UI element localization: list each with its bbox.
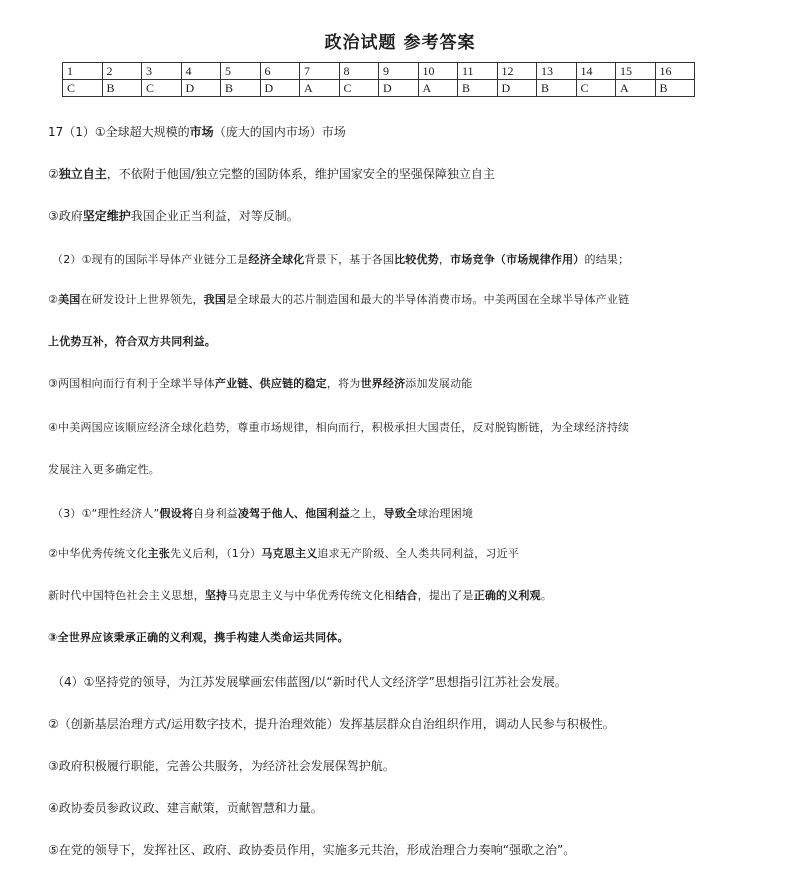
- answer-keyword: 主张: [147, 547, 171, 560]
- question-number-cell: 13: [537, 63, 577, 80]
- answer-text: 背景下，基于各国: [304, 253, 395, 266]
- answer-text: 之上，: [349, 507, 384, 520]
- question-number-cell: 12: [497, 63, 537, 80]
- question-number-cell: 10: [418, 63, 458, 80]
- answer-line: [48, 588, 552, 604]
- answer-text: ，提出了是: [417, 589, 474, 602]
- answer-cell: A: [418, 80, 458, 97]
- answer-text: ③政府: [48, 209, 83, 223]
- answer-keyword: 产业链、供应链的稳定: [214, 377, 327, 390]
- answer-text: 在研发设计上世界领先，: [80, 293, 204, 306]
- answer-keyword: 比较优势: [394, 253, 439, 266]
- answer-line: [48, 292, 629, 308]
- answer-text: 自身利益: [193, 507, 238, 520]
- question-number-cell: 6: [260, 63, 300, 80]
- answer-line: [48, 630, 349, 646]
- answer-line: [48, 420, 629, 436]
- answer-keyword: 世界经济: [360, 377, 406, 390]
- answer-text: ②: [48, 293, 59, 306]
- question-number-cell: 11: [458, 63, 498, 80]
- answer-keyword: 结合: [395, 589, 418, 602]
- answer-cell: B: [537, 80, 577, 97]
- answer-text: ，: [438, 253, 451, 266]
- answer-text: ②中华优秀传统文化: [48, 547, 148, 560]
- answer-line: [48, 208, 299, 224]
- answer-keyword: 市场竞争（市场规律作用）: [450, 253, 585, 266]
- question-number-cell: 9: [379, 63, 419, 80]
- answer-line: [48, 124, 346, 140]
- answer-text: 我国企业正当利益，对等反制。: [130, 209, 299, 223]
- answer-text: ⑤在党的领导下，发挥社区、政府、政协委员作用，实施多元共治，形成治理合力奏响“强歌之治”。: [48, 843, 576, 857]
- answer-line: [48, 800, 323, 816]
- answer-cell: C: [576, 80, 616, 97]
- question-number-cell: 7: [300, 63, 340, 80]
- question-number-cell: 8: [339, 63, 379, 80]
- answer-text: ，不依附于他国/独立完整的国防体系，维护国家安全的坚强保障独立自主: [106, 167, 495, 181]
- question-number-cell: 16: [655, 63, 695, 80]
- answer-keyword: 坚定维护: [82, 209, 131, 223]
- answer-keyword: 经济全球化: [248, 253, 305, 266]
- answer-text: ④中美两国应该顺应经济全球化趋势，尊重市场规律，相向而行，积极承担大国责任，反对脱钩断链，为全球经济持续: [48, 421, 630, 434]
- answer-table-number-row: [63, 63, 695, 80]
- question-number-cell: 14: [576, 63, 616, 80]
- answer-cell: B: [221, 80, 261, 97]
- answer-line: [48, 462, 160, 478]
- answer-text: 追求无产阶级、全人类共同利益，习近平: [317, 547, 519, 560]
- question-number-cell: 2: [102, 63, 142, 80]
- answer-cell: C: [339, 80, 379, 97]
- answer-text: 发展注入更多确定性。: [48, 463, 160, 476]
- answer-text: ③两国相向而行有利于全球半导体: [48, 377, 215, 390]
- question-number-cell: 1: [63, 63, 103, 80]
- answer-text: 的结果；: [584, 253, 630, 266]
- answer-keyword: 假设将: [159, 507, 194, 520]
- answer-text: （庞大的国内市场）市场: [213, 125, 346, 139]
- answer-text: （4）①坚持党的领导，为江苏发展擘画宏伟蓝图/以“新时代人文经济学”思想指引江苏社会发展。: [52, 675, 567, 689]
- answer-text: ，将为: [326, 377, 361, 390]
- answer-cell: B: [458, 80, 498, 97]
- question-number-cell: 4: [181, 63, 221, 80]
- answer-cell: A: [616, 80, 656, 97]
- answer-text: 是全球最大的芯片制造国和最大的半导体消费市场。中美两国在全球半导体产业链: [226, 293, 630, 306]
- question-number-cell: 15: [616, 63, 656, 80]
- answer-cell: B: [655, 80, 695, 97]
- answer-text: 17（1）①全球超大规模的: [48, 125, 190, 139]
- answer-text: 。: [540, 589, 553, 602]
- answer-keyword: 导致全: [383, 507, 418, 520]
- answer-cell: B: [102, 80, 142, 97]
- answer-cell: A: [300, 80, 340, 97]
- answer-text: 先义后利，（1分）: [170, 547, 262, 560]
- answer-keyword: 独立自主: [58, 167, 107, 181]
- answer-keyword: 我国: [203, 293, 227, 306]
- answer-table-answer-row: [63, 80, 695, 97]
- answer-text: 球治理困境: [417, 507, 474, 520]
- answer-line: [48, 716, 615, 732]
- answer-text: ②（创新基层治理方式/运用数字技术，提升治理效能）发挥基层群众自治组织作用，调动人民参与积极性。: [48, 717, 615, 731]
- answer-keyword: 正确的义利观: [473, 589, 541, 602]
- answer-line: [48, 758, 395, 774]
- answer-line: [48, 166, 495, 182]
- answer-cell: C: [63, 80, 103, 97]
- answer-keyword: 坚持: [204, 589, 228, 602]
- answer-text: 马克思主义与中华优秀传统文化相: [227, 589, 396, 602]
- answer-line: [48, 546, 519, 562]
- answer-line: [48, 334, 216, 350]
- answer-text: ②: [48, 167, 59, 181]
- answer-keyword: 美国: [58, 293, 81, 306]
- answer-text: （2）①现有的国际半导体产业链分工是: [52, 253, 249, 266]
- answer-cell: D: [260, 80, 300, 97]
- answer-text: ④政协委员参政议政、建言献策，贡献智慧和力量。: [48, 801, 323, 815]
- question-number-cell: 5: [221, 63, 261, 80]
- question-number-cell: 3: [142, 63, 182, 80]
- answer-line: [52, 252, 629, 268]
- answer-text: 添加发展动能: [405, 377, 473, 390]
- answer-keyword: 上优势互补，符合双方共同利益。: [48, 335, 216, 348]
- answer-cell: D: [497, 80, 537, 97]
- answer-line: [52, 506, 473, 522]
- answer-line: [52, 674, 567, 690]
- answer-text: ③政府积极履行职能，完善公共服务，为经济社会发展保驾护航。: [48, 759, 395, 773]
- answer-cell: C: [142, 80, 182, 97]
- answer-cell: D: [181, 80, 221, 97]
- answer-keyword: 凌驾于他人、他国利益: [237, 507, 350, 520]
- answer-keyword: 马克思主义: [261, 547, 318, 560]
- answer-keyword: ③全世界应该秉承正确的义利观，携手构建人类命运共同体。: [48, 631, 349, 644]
- answer-line: [48, 842, 575, 858]
- answer-text: （3）①“理性经济人”: [52, 507, 160, 520]
- answer-table: [62, 62, 695, 97]
- answer-cell: D: [379, 80, 419, 97]
- answer-line: [48, 376, 473, 392]
- page-title: 政治试题 参考答案: [324, 33, 476, 53]
- answer-keyword: 市场: [189, 125, 214, 139]
- answer-text: 新时代中国特色社会主义思想，: [48, 589, 205, 602]
